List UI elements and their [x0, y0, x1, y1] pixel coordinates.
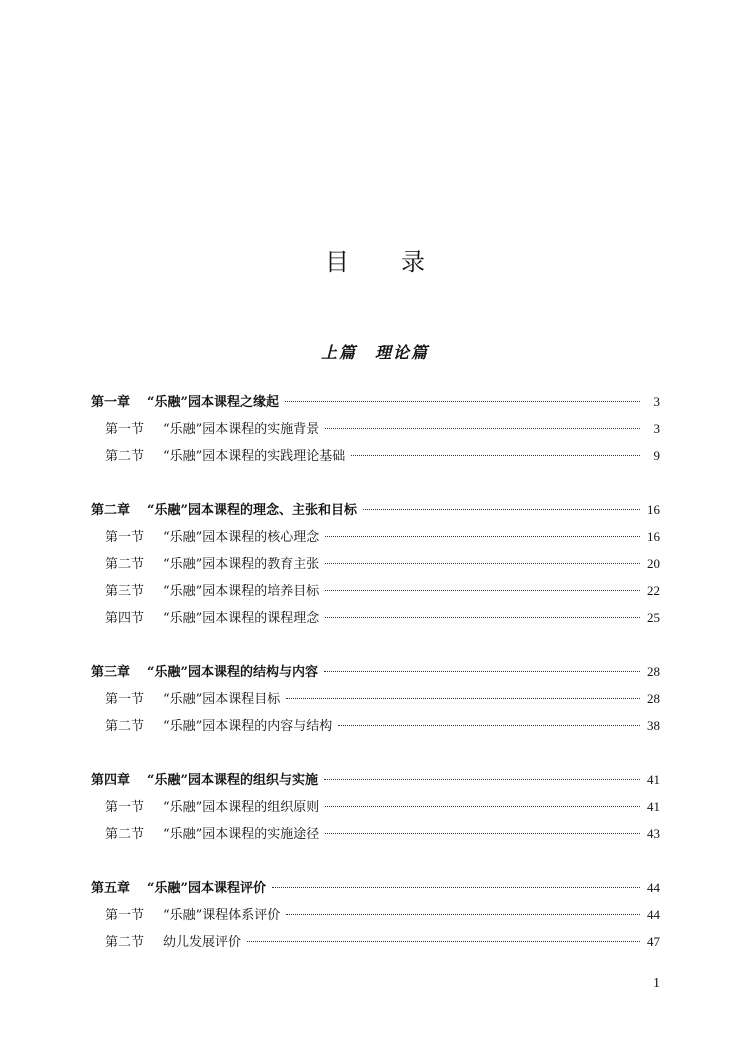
dot-leader: [272, 887, 640, 888]
toc-entry-title: “乐融”园本课程的实践理论基础: [163, 449, 346, 464]
toc-entry-number: 第二节: [105, 719, 145, 734]
toc-chapter-entry[interactable]: [91, 499, 660, 526]
dot-leader: [363, 509, 640, 510]
dot-leader: [325, 536, 640, 537]
toc-entry-title: “乐融”园本课程之缘起: [147, 395, 279, 410]
toc-chapter-entry[interactable]: [91, 877, 660, 904]
toc-entry-title: “乐融”园本课程的教育主张: [163, 557, 320, 572]
toc-entry-page: 28: [647, 691, 660, 706]
toc-entry-title: “乐融”园本课程的结构与内容: [147, 665, 318, 680]
dot-leader: [324, 779, 640, 780]
toc-entry-number: 第三节: [105, 584, 145, 599]
toc-chapter-entry[interactable]: [91, 769, 660, 796]
toc-entry-number: 第二节: [105, 935, 145, 950]
toc-chapter-entry[interactable]: [91, 391, 660, 418]
dot-leader: [325, 563, 640, 564]
toc-entry-title: “乐融”园本课程的组织原则: [163, 800, 320, 815]
toc-section-entry[interactable]: [91, 418, 660, 445]
toc-entry-page: 41: [647, 772, 660, 787]
toc-entry-page: 20: [647, 556, 660, 571]
page-number: 1: [653, 976, 660, 991]
toc-entry-title: “乐融”课程体系评价: [163, 908, 281, 923]
toc-entry-number: 第一章: [91, 395, 131, 410]
dot-leader: [325, 806, 640, 807]
toc-entry-page: 25: [647, 610, 660, 625]
toc-section-entry[interactable]: [91, 796, 660, 823]
toc-entry-page: 9: [653, 448, 660, 463]
toc-entry-page: 44: [647, 880, 660, 895]
toc-entry-title: “乐融”园本课程的核心理念: [163, 530, 320, 545]
toc-chapter-entry[interactable]: [91, 661, 660, 688]
toc-entry-number: 第一节: [105, 422, 145, 437]
toc-entry-page: 43: [647, 826, 660, 841]
toc-entry-page: 22: [647, 583, 660, 598]
toc-entry-number: 第二节: [105, 557, 145, 572]
toc-entry-number: 第四节: [105, 611, 145, 626]
toc-entry-title: 幼儿发展评价: [163, 935, 242, 950]
toc-section-entry[interactable]: [91, 580, 660, 607]
toc-entry-title: “乐融”园本课程的培养目标: [163, 584, 320, 599]
toc-entry-number: 第五章: [91, 881, 131, 896]
toc-entry-number: 第二章: [91, 503, 131, 518]
toc-entry-page: 38: [647, 718, 660, 733]
toc-entry-number: 第一节: [105, 800, 145, 815]
toc-entry-title: “乐融”园本课程的理念、主张和目标: [147, 503, 357, 518]
dot-leader: [325, 833, 640, 834]
toc-section-entry[interactable]: [91, 823, 660, 850]
dot-leader: [247, 941, 640, 942]
toc-entry-title: “乐融”园本课程的课程理念: [163, 611, 320, 626]
table-of-contents: [91, 391, 660, 958]
page-title: 目录: [325, 248, 477, 277]
toc-entry-title: “乐融”园本课程目标: [163, 692, 281, 707]
toc-entry-title: “乐融”园本课程的组织与实施: [147, 773, 318, 788]
dot-leader: [286, 698, 640, 699]
toc-entry-number: 第一节: [105, 692, 145, 707]
toc-entry-page: 44: [647, 907, 660, 922]
toc-section-entry[interactable]: [91, 526, 660, 553]
dot-leader: [285, 401, 640, 402]
toc-entry-number: 第二节: [105, 827, 145, 842]
dot-leader: [324, 671, 640, 672]
toc-section-entry[interactable]: [91, 931, 660, 958]
toc-entry-title: “乐融”园本课程的实施背景: [163, 422, 320, 437]
toc-entry-number: 第二节: [105, 449, 145, 464]
toc-entry-page: 47: [647, 934, 660, 949]
toc-entry-page: 28: [647, 664, 660, 679]
dot-leader: [286, 914, 640, 915]
toc-section-entry[interactable]: [91, 553, 660, 580]
toc-entry-title: “乐融”园本课程的实施途径: [163, 827, 320, 842]
dot-leader: [325, 617, 640, 618]
toc-section-entry[interactable]: [91, 904, 660, 931]
toc-entry-number: 第四章: [91, 773, 131, 788]
toc-entry-page: 3: [653, 394, 660, 409]
part-title: 上篇 理论篇: [320, 343, 429, 362]
toc-entry-page: 41: [647, 799, 660, 814]
toc-entry-number: 第一节: [105, 908, 145, 923]
dot-leader: [351, 455, 640, 456]
toc-entry-number: 第一节: [105, 530, 145, 545]
toc-entry-page: 3: [653, 421, 660, 436]
toc-entry-title: “乐融”园本课程的内容与结构: [163, 719, 333, 734]
toc-entry-page: 16: [647, 502, 660, 517]
toc-section-entry[interactable]: [91, 715, 660, 742]
dot-leader: [325, 590, 640, 591]
toc-section-entry[interactable]: [91, 445, 660, 472]
toc-entry-title: “乐融”园本课程评价: [147, 881, 266, 896]
dot-leader: [325, 428, 640, 429]
toc-entry-page: 16: [647, 529, 660, 544]
toc-section-entry[interactable]: [91, 607, 660, 634]
dot-leader: [338, 725, 640, 726]
toc-section-entry[interactable]: [91, 688, 660, 715]
toc-entry-number: 第三章: [91, 665, 131, 680]
